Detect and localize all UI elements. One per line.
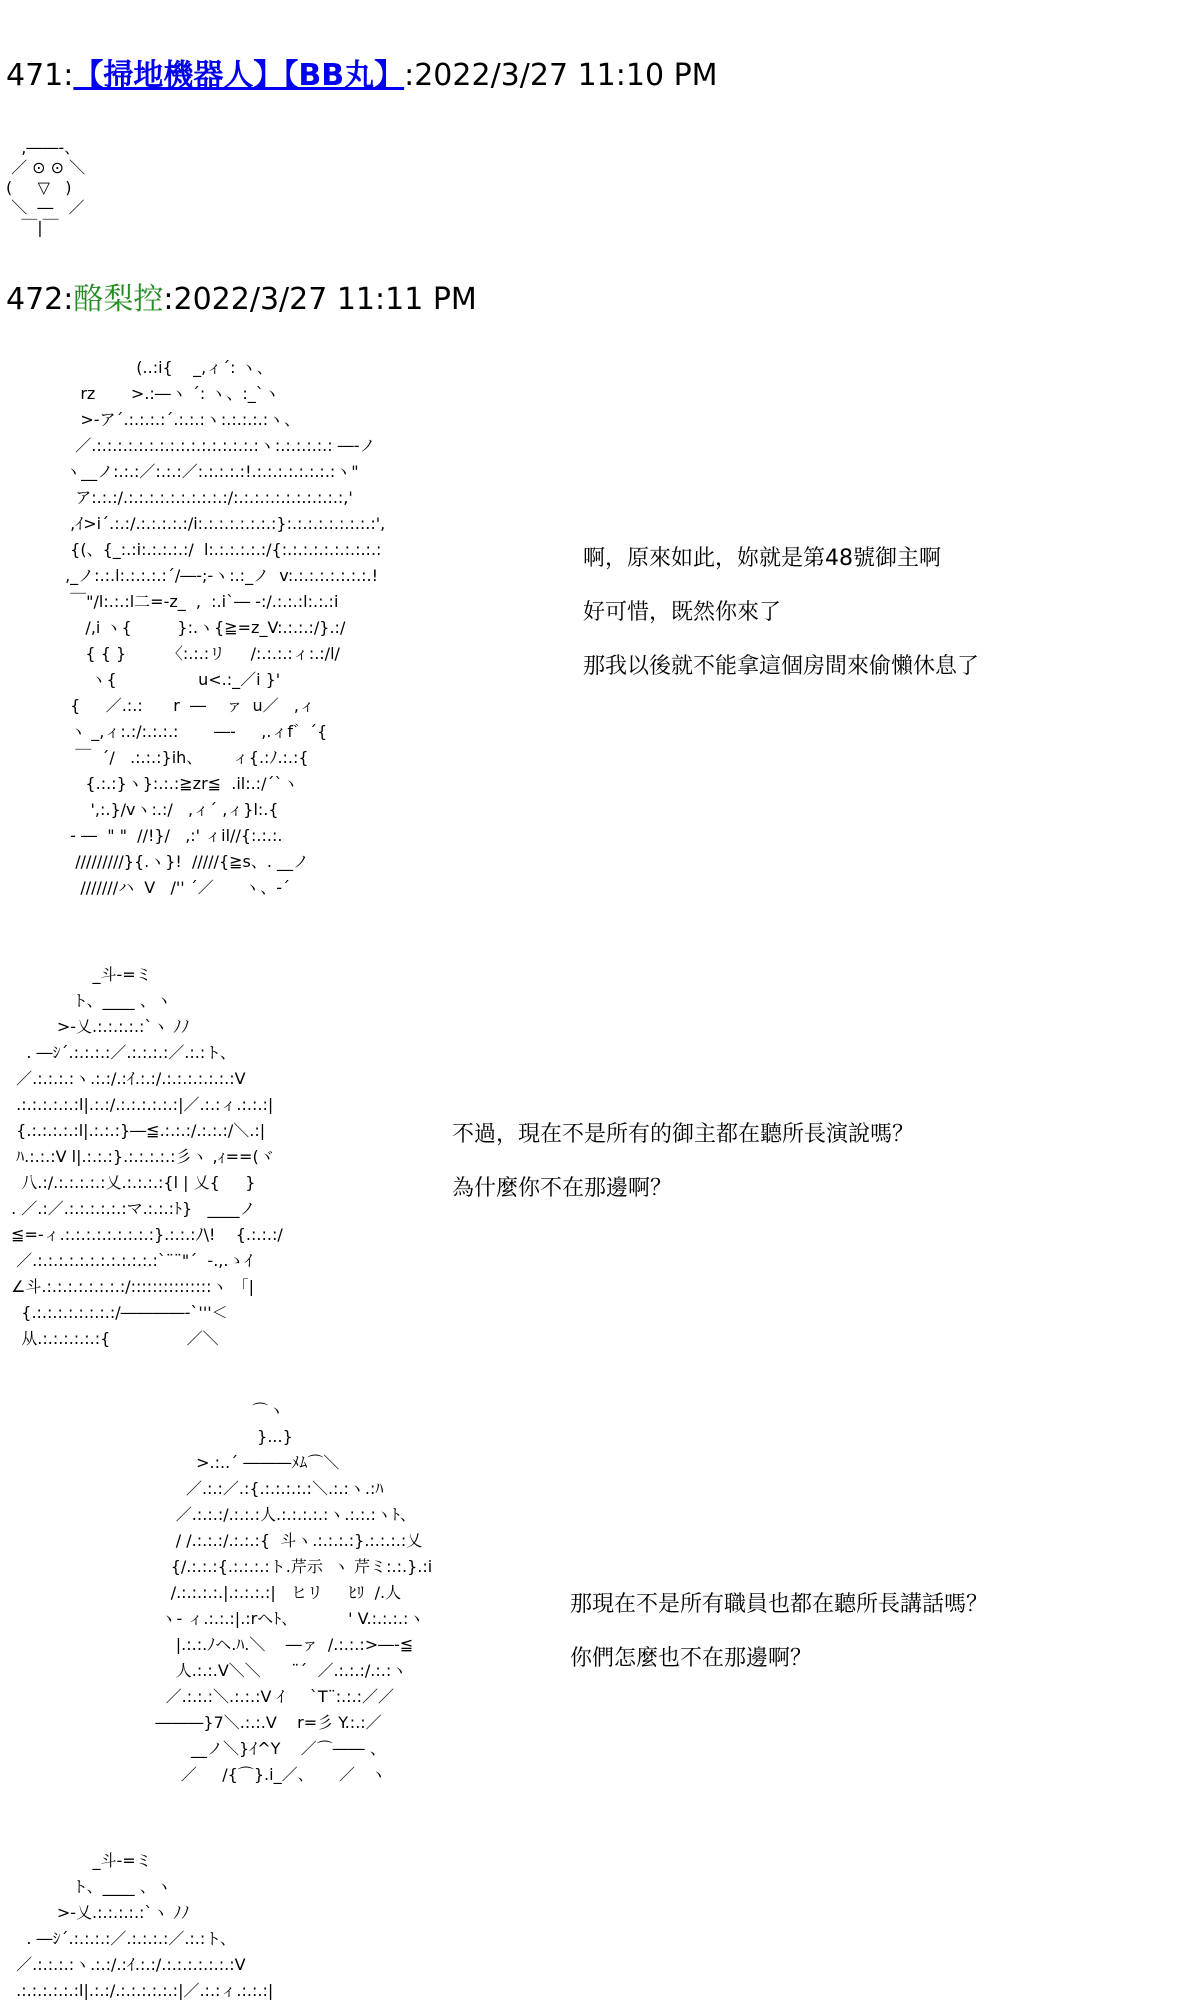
dialogue-line: 那現在不是所有職員也都在聽所長講話嗎？ [570,1592,989,1617]
post-author-name: 酪梨控 [73,282,164,317]
post-separator: : [63,58,74,93]
dialogue-line: 那我以後就不能拿這個房間來偷懶休息了 [583,654,980,679]
post-header-471 [6,58,718,94]
ascii-art-character-4: _斗-=ミ ト、____ 、ヽ >‐乂.:.:.:.:.:`ヽ ﾉﾉ . ―ｼ´.:.:.:.:／.:.:.:.:／.:.:ト、 ／.:.:.:.:ヽ.:.:/.:ｲ.:.:/.:.:.:.:.:.:.:V .:.:.:.:.:.:l|.:.:/.:.:.:.:.:.:|／.:.:ィ.:.:.:| [16,1851,274,2000]
dialogue-block-1 [583,532,979,694]
dialogue-line: 不過，現在不是所有的御主都在聽所長演說嗎？ [452,1122,915,1147]
ascii-art-character-1: (..:i{ _,ィ´: ヽ、 rz >.:―ヽ ´: ヽ、:_`ヽ >-ア´.:.:.:.:´.:.:.:ヽ:.:.:.:.:ヽ、 ／.:.:.:.:.:.:.:.:.:.:.:.:.:.:.:.:ヽ:.:.:.:.:.: ―-ノ ヽ__ノ:.:.:／:.:.:／:.:.:.:.:!.:.:.:.:.:.:.:.:ヽ" ア:.:.:/.:.:.:.:.:.:.:.:.:.:/:.:.:.:.:.:.:.:.:.:.:,' ,ｲ>i´.:.:/.:.:.:.:.:/i:.:.:.:.:.:.:.:}:.:.:.:.:.:.:.:.:', {(、{_:.:i:.:.:.:.:/ l:.:.:.:.:.:/{:.:.:.:.:.:.:.:.:.: ,_ノ:.:.l:.:.:.:.:´/―-;-ヽ:.:_ノ v:.:.:.:.:.:.:.:.! ￣"/l:.:.:l二=-z_ , :.i`― -:/.:.:.:l:.:.:i /,i ヽ{ }:.ヽ{≧=z_V:.:.:.:/}.:/ { { } 〈:.:.:リ /:.:.:.:ィ:.:/l/ ヽ{ u<.:_／i }' { ／.:.: r ― ァ u／ ,ィ ヽ _,ィ:.:/:.:.:.: ―- ,.ィf゛´{ ￣ ´/ .:.:.:}ih、 ィ{.:ﾉ.:.:{ {.:.:}ヽ}:.:.:≧zr≦ .il:.:/´`ヽ ',:.}/vヽ:.:/ ,ィ´ ,ィ}l:.{ - ― " " //!}/ ,:' ィil//{:.:.:. /////////}{.ヽ}! /////{≧s、. __ノ ///////ハ V /'' ´／ ヽ、-´ [65,358,386,897]
ascii-art-face: ,――-、 ／ ⊙ ⊙ ＼ ( ▽ ) ＼ ― ／ ￣|￣ [6,138,86,237]
dialogue-block-2 [452,1108,914,1216]
post-datetime: :2022/3/27 11:11 PM [163,282,477,317]
dialogue-line: 為什麼你不在那邊啊？ [452,1176,673,1201]
post-number: 471 [6,58,64,93]
dialogue-line: 啊，原來如此，妳就是第48號御主啊 [583,546,941,571]
post-number: 472 [6,282,64,317]
ascii-art-character-2: _斗-=ミ ト、____ 、ヽ >‐乂.:.:.:.:.:`ヽ ﾉﾉ . ―ｼ´.:.:.:.:／.:.:.:.:／.:.:ト、 ／.:.:.:.:ヽ.:.:/.:ｲ.:.:/.:.:.:.:.:.:.:V .:.:.:.:.:.:l|.:.:/.:.:.:.:.:.:|／.:.:ィ.:.:.:| {.:.:.:.:.:l|.:.:.:}―≦.:.:.:/.:.:.:/＼.:| ﾊ.:.:.:V l|.:.:.:}.:.:.:.:.:彡ヽ ,ｨ==(ヾ 八.:/.:.:.:.:.:乂.:.:.:.:{l | 乂{ } . ／.:／.:.:.:.:.:.:マ.:.:.:ﾄ} ____ノ ≦=-ィ.:.:.:.:.:.:.:.:.:}.:.:.:ﾉ\! {.:.:.:/ ／.:.:.:.:.:.:.:.:.:.:.:.:`¨¨"´ -.,.ゝｲ ∠斗.:.:.:.:.:.:.:.:/:::::::::::::::ヽ 「| {.:.:.:.:.:.:.:.:/――――‐`'''＜ 从.:.:.:.:.:.:{ ／＼ [11,965,283,1348]
post-author-link[interactable]: 【掃地機器人】【BB丸】 [73,58,405,93]
dialogue-block-3 [570,1578,988,1686]
dialogue-line: 你們怎麼也不在那邊啊？ [570,1646,813,1671]
dialogue-line: 好可惜，既然你來了 [583,600,782,625]
post-header-472 [6,282,477,318]
ascii-art-character-3: ⌒ヽ }...} >.:..´ ―――ﾒﾑ⌒＼ ／.:.:／.:{.:.:.:.:.:＼.:.:ヽ.:ﾊ ／.:.:.:/.:.:.:人.:.:.:.:.:ヽ.:.:.:ヽﾄ、 / /.:.:.:/.:.:.:{ 斗ヽ.:.:.:.:}.:.:.:.:乂 {/.:.:.:{.:.:.:.:ト.芹示 ヽ 芹ミ:.:.}.:i /.:.:.:.:.|.:.:.:.:| ヒリ ﾋﾘ /.人 ヽ‐ ィ.:.:.:|.:rヘﾄ、 ' V.:.:.:.:ヽ |.:.:.ﾉヘ.ﾊ.＼ ―ァ /.:.:.:>―‐≦ 人.:.:.V＼＼ ¨´ ／.:.:.:/.:.:ヽ ／.:.:.:＼.:.:.:V ｲ `T¨:.:.:／／ ―――}7＼.:.:.V r=彡 Y.:.:／ __ノ＼}ｲ^Y ／⌒―― 、 ／ /{⌒}.i_／、 ／ ヽ [155,1401,433,1784]
post-separator: : [63,282,74,317]
post-datetime: :2022/3/27 11:10 PM [404,58,718,93]
